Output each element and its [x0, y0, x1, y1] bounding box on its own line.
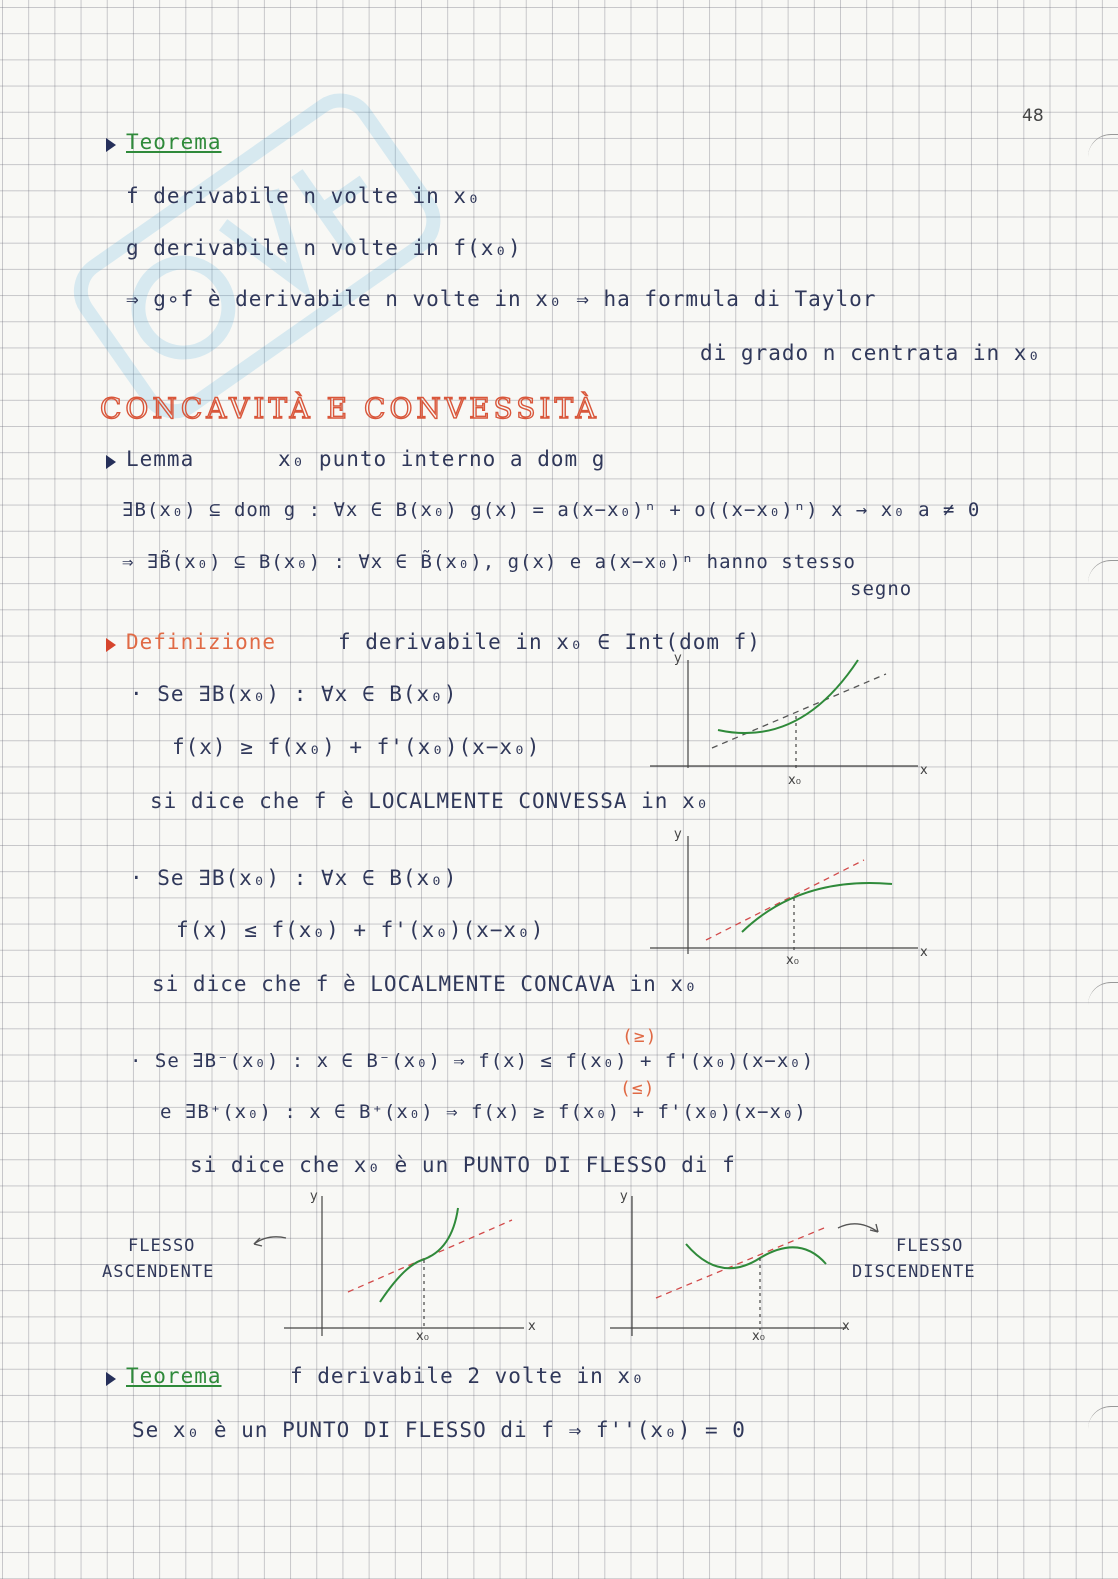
tangent-line	[706, 860, 864, 940]
ascending-inflection-graph	[284, 1186, 544, 1346]
y-label: y	[620, 1189, 628, 1204]
descending-label: FLESSO	[896, 1236, 964, 1256]
y-label: y	[674, 651, 682, 666]
bullet-icon	[106, 1372, 116, 1386]
ascending-label: FLESSO	[128, 1236, 196, 1256]
concave-graph	[650, 826, 940, 966]
inflection-conclusion: si dice che x₀ è un PUNTO DI FLESSO di f	[190, 1153, 736, 1177]
convex-conclusion: si dice che f è LOCALMENTE CONVESSA in x₀	[150, 789, 710, 813]
convex-condition: · Se ∃B(x₀) : ∀x ∈ B(x₀)	[130, 682, 458, 706]
descending-label: DISCENDENTE	[852, 1262, 976, 1282]
convex-graph	[650, 650, 940, 790]
arrow-icon	[834, 1218, 884, 1242]
function-curve	[686, 1244, 826, 1268]
descending-inflection-graph	[610, 1186, 870, 1346]
theorem-line: f derivabile n volte in x₀	[126, 184, 481, 208]
theorem-title: Teorema	[126, 130, 222, 154]
tangent-line	[656, 1228, 824, 1298]
theorem-line: g derivabile n volte in f(x₀)	[126, 236, 522, 260]
definition-hypothesis: f derivabile in x₀ ∈ Int(dom f)	[338, 630, 761, 654]
concave-condition: · Se ∃B(x₀) : ∀x ∈ B(x₀)	[130, 866, 458, 890]
x-label: x	[920, 945, 928, 960]
x0-label: x₀	[788, 773, 801, 788]
y-label: y	[674, 827, 682, 842]
ascending-label: ASCENDENTE	[102, 1262, 215, 1282]
alt-symbol: (≥)	[622, 1026, 658, 1047]
function-curve	[742, 883, 892, 932]
lemma-hypothesis: x₀ punto interno a dom g	[278, 447, 606, 471]
definition-title: Definizione	[126, 630, 277, 654]
x0-label: x₀	[752, 1329, 765, 1344]
bullet-icon	[106, 455, 116, 469]
x-label: x	[842, 1319, 850, 1334]
section-heading: CONCAVITÀ E CONVESSITÀ	[100, 392, 600, 425]
x-label: x	[528, 1319, 536, 1334]
x0-label: x₀	[416, 1329, 429, 1344]
bullet-icon	[106, 138, 116, 152]
lemma-line: ∃B(x₀) ⊆ dom g : ∀x ∈ B(x₀) g(x) = a(x−x₀)ⁿ + o((x−x₀)ⁿ) x → x₀ a ≠ 0	[122, 499, 981, 521]
theorem-line: di grado n centrata in x₀	[700, 341, 1042, 365]
convex-inequality: f(x) ≥ f(x₀) + f'(x₀)(x−x₀)	[172, 735, 541, 759]
page-number: 48	[1022, 106, 1044, 126]
function-curve	[718, 660, 858, 733]
x0-label: x₀	[786, 953, 799, 966]
inflection-condition: · Se ∃B⁻(x₀) : x ∈ B⁻(x₀) ⇒ f(x) ≤ f(x₀) + f'(x₀)(x−x₀)	[130, 1050, 815, 1072]
concave-conclusion: si dice che f è LOCALMENTE CONCAVA in x₀	[152, 972, 698, 996]
theorem2-hypothesis: f derivabile 2 volte in x₀	[290, 1364, 645, 1388]
inflection-condition: e ∃B⁺(x₀) : x ∈ B⁺(x₀) ⇒ f(x) ≥ f(x₀) + f'(x₀)(x−x₀)	[160, 1101, 807, 1123]
function-curve	[380, 1208, 458, 1302]
lemma-title: Lemma	[126, 447, 195, 471]
y-label: y	[310, 1189, 318, 1204]
alt-symbol: (≤)	[620, 1078, 656, 1099]
theorem2-title: Teorema	[126, 1364, 222, 1388]
bullet-icon	[106, 638, 116, 652]
theorem2-statement: Se x₀ è un PUNTO DI FLESSO di f ⇒ f''(x₀) = 0	[132, 1418, 746, 1442]
lemma-line: ⇒ ∃B̃(x₀) ⊆ B(x₀) : ∀x ∈ B̃(x₀), g(x) e a(x−x₀)ⁿ hanno stesso	[122, 551, 856, 573]
tangent-line	[712, 674, 886, 748]
x-label: x	[920, 763, 928, 778]
concave-inequality: f(x) ≤ f(x₀) + f'(x₀)(x−x₀)	[176, 918, 545, 942]
theorem-line: ⇒ g∘f è derivabile n volte in x₀ ⇒ ha formula di Taylor	[126, 287, 877, 311]
lemma-line: segno	[850, 578, 913, 600]
